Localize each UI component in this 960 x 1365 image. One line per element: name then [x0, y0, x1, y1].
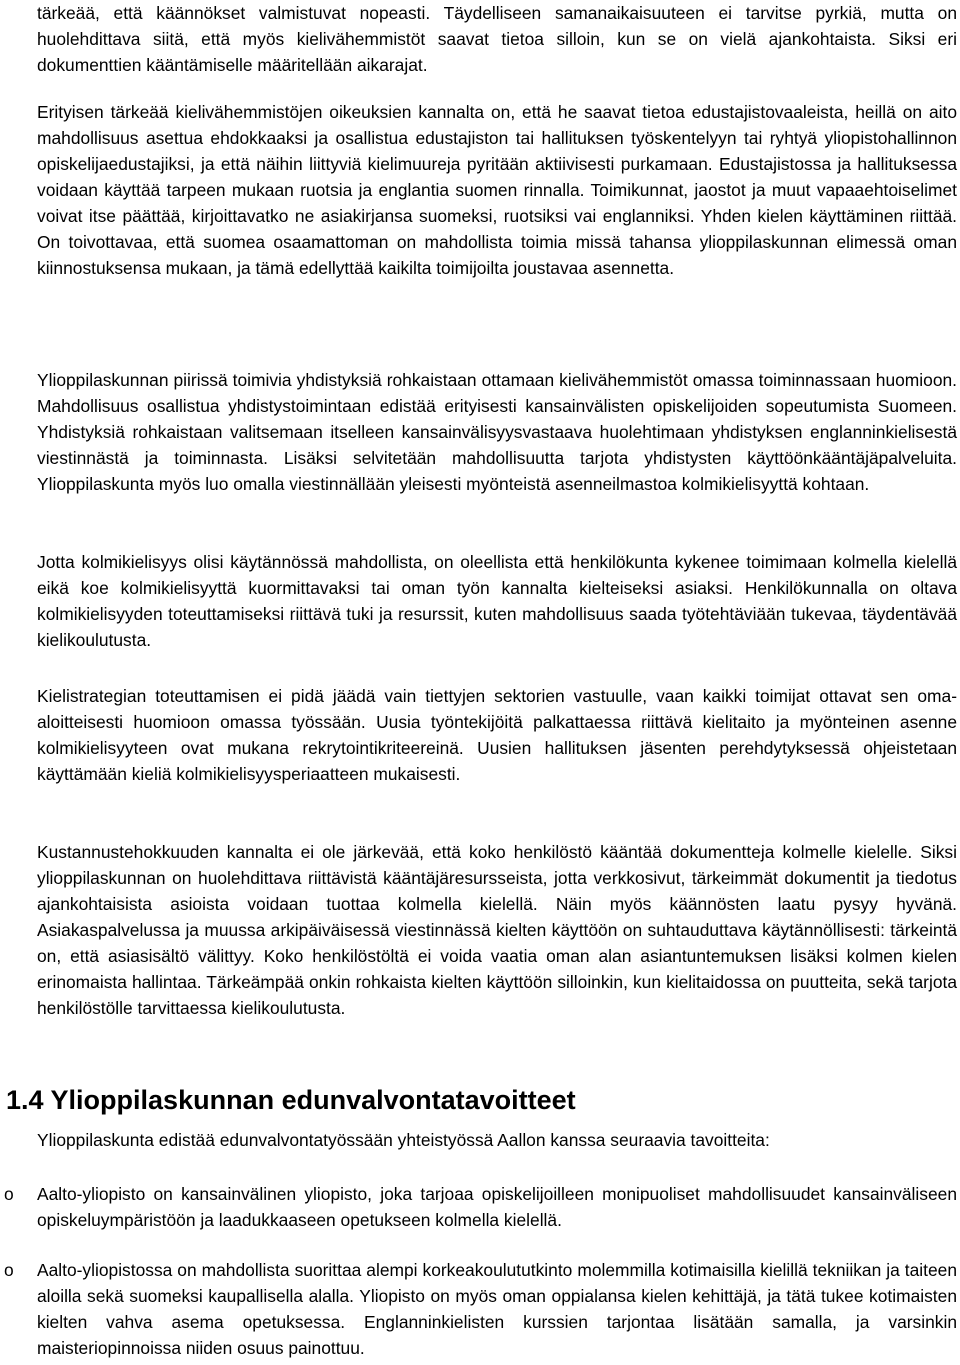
section-heading: 1.4 Ylioppilaskunnan edunvalvontatavoitteet: [6, 1085, 576, 1115]
bullet-marker-1: o: [4, 1184, 14, 1204]
paragraph-5: Kielistrategian toteuttamisen ei pidä jäädä vain tiettyjen sektorien vastuulle, vaan kaikki toimijat ottavat sen oma-aloitteisesti huomioon omassa työssään. Uusia työntekijöitä palkattaessa riittävä kielitaito ja myönteinen asenne kolmikielisyyteen ovat mukana rekrytointikriteereinä. Uusien hallituksen jäsenten perehdytyksessä ohjeistetaan käyttämään kieliä kolmikielisyysperiaatteen mukaisesti.: [37, 686, 957, 784]
bullet-item-2: Aalto-yliopistossa on mahdollista suorittaa alempi korkeakoulututkinto molemmilla kotimaisilla kielillä tekniikan ja taiteen aloilla sekä suomeksi kaupallisella alalla. Yliopisto on myös oman oppialansa kielen kehittäjä, ja tätä tukee kotimaisten kielten vahva asema opetuksessa. Englanninkielisten kurssien tarjontaa lisätään samalla, ja varsinkin maisteriopinnoissa niiden osuus painottuu.: [37, 1260, 957, 1358]
paragraph-2: Erityisen tärkeää kielivähemmistöjen oikeuksien kannalta on, että he saavat tietoa edustajistovaaleista, heillä on aito mahdollisuus asettua ehdokkaaksi ja osallistua edustajiston tai hallituksen työskentelyyn tai ryhtyä yliopistohallinnon opiskelijaedustajiksi, ja että näihin liittyviä kielimuureja pyritään aktiivisesti purkamaan. Edustajistossa ja hallituksessa voidaan käyttää tarpeen mukaan ruotsia ja englantia suomen rinnalla. Toimikunnat, jaostot ja muut vapaaehtoiselimet voivat itse päättää, kirjoittavatko ne asiakirjansa suomeksi, ruotsiksi vai englanniksi. Yhden kielen käyttäminen riittää. On toivottavaa, että suomea osaamattoman on mahdollista toimia missä tahansa ylioppilaskunnan elimessä oman kiinnostuksensa mukaan, ja tämä edellyttää kaikilta toimijoilta joustavaa asennetta.: [37, 102, 957, 278]
paragraph-6: Kustannustehokkuuden kannalta ei ole järkevää, että koko henkilöstö kääntää dokumentteja kolmelle kielelle. Siksi ylioppilaskunnan on huolehdittava riittävistä kääntäjäresursseista, jotta verkkosivut, tärkeimmät dokumentit ja tiedotus ajankohtaisista asioista voidaan tuottaa kolmella kielellä. Näin myös käännösten laatu pysyy hyvänä. Asiakaspalvelussa ja muussa arkipäiväisessä viestinnässä kielten käyttöön on suhtauduttava käytännöllisesti: tärkeintä on, että asiasisältö välittyy. Koko henkilöstöltä ei voida vaatia oman alan asiantuntemuksen lisäksi kolmen kielen erinomaista hallintaa. Tärkeämpää onkin rohkaista kielten käyttöön silloinkin, kun kielitaidossa on puutteita, sekä tarjota henkilöstölle tarvittaessa kielikoulutusta.: [37, 842, 957, 1018]
bullet-item-1: Aalto-yliopisto on kansainvälinen yliopisto, joka tarjoaa opiskelijoilleen monipuoliset mahdollisuudet kansainväliseen opiskeluympäristöön ja laadukkaaseen opetukseen kolmella kielellä.: [37, 1184, 957, 1230]
paragraph-1: tärkeää, että käännökset valmistuvat nopeasti. Täydelliseen samanaikaisuuteen ei tarvitse pyrkiä, mutta on huolehdittava siitä, että myös kielivähemmistöt saavat tietoa silloin, kun se on vielä ajankohtaista. Siksi eri dokumenttien kääntämiselle määritellään aikarajat.: [37, 3, 957, 75]
section-intro: Ylioppilaskunta edistää edunvalvontatyössään yhteistyössä Aallon kanssa seuraavia tavoitteita:: [37, 1130, 770, 1150]
paragraph-3: Ylioppilaskunnan piirissä toimivia yhdistyksiä rohkaistaan ottamaan kielivähemmistöt omassa toiminnassaan huomioon. Mahdollisuus osallistua yhdistystoimintaan edistää erityisesti kansainvälisten opiskelijoiden sopeutumista Suomeen. Yhdistyksiä rohkaistaan valitsemaan itselleen kansainvälisyysvastaava huolehtimaan yhdistyksen englanninkielisestä viestinnästä ja toiminnasta. Lisäksi selvitetään mahdollisuutta tarjota yhdistysten käyttöönkääntäjäpalveluita. Ylioppilaskunta myös luo omalla viestinnällään yleisesti myönteistä asenneilmastoa kolmikielisyyttä kohtaan.: [37, 370, 957, 494]
bullet-marker-2: o: [4, 1260, 14, 1280]
paragraph-4: Jotta kolmikielisyys olisi käytännössä mahdollista, on oleellista että henkilökunta kykenee toimimaan kolmella kielellä eikä koe kolmikielisyyttä kuormittavaksi tai oman työn kannalta kielteiseksi asiaksi. Henkilökunnalla on oltava kolmikielisyyden toteuttamiseksi riittävä tuki ja resurssit, kuten mahdollisuus saada työtehtäviään tukevaa, täydentävää kielikoulutusta.: [37, 552, 957, 650]
